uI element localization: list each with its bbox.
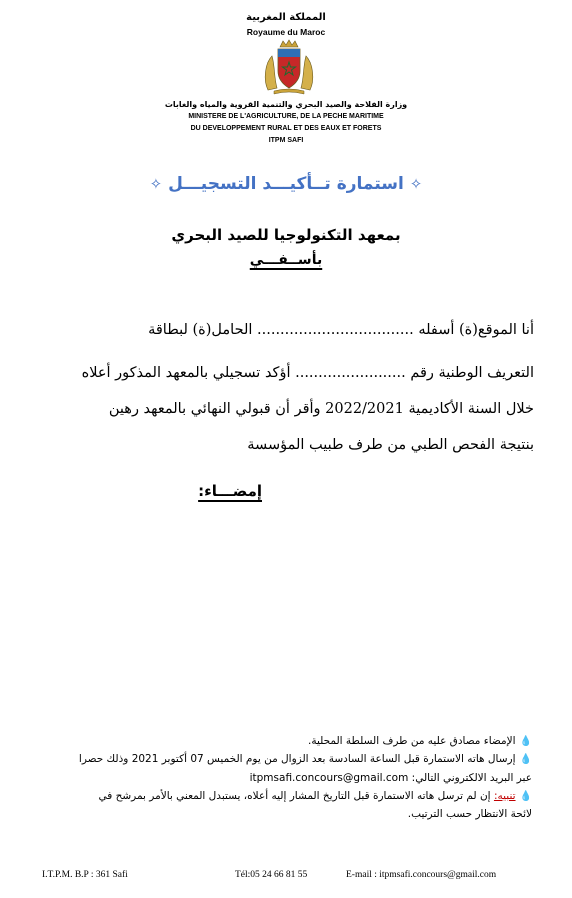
footer-email[interactable]: E-mail : itpmsafi.concours@gmail.com <box>346 870 497 880</box>
note-item <box>22 790 532 802</box>
declaration-line-1: أنا الموقع(ة) أسفله .................................. الحامل(ة) لبطاقة <box>148 322 534 338</box>
kingdom-name-ar: المملكة المغربية <box>246 12 326 23</box>
institute-code: ITPM SAFI <box>268 137 304 144</box>
institute-city: بأســفـــي <box>249 252 323 268</box>
note-text: إن لم ترسل هاته الاستمارة قبل التاريخ المشار إليه أعلاه، يستبدل المعني بالأمر بمرشح في <box>98 790 491 802</box>
note-text: عبر البريد الالكتروني التالي: itpmsafi.concours@gmail.com <box>249 772 532 784</box>
drop-icon: 💧 <box>519 754 532 765</box>
note-text: لائحة الانتظار حسب الترتيب. <box>407 808 532 820</box>
kingdom-name-fr: Royaume du Maroc <box>246 27 326 37</box>
institute-name: بمعهد التكنولوجيا للصيد البحري <box>171 226 401 244</box>
note-item-continued <box>22 772 532 784</box>
ministry-name-fr-line1: MINISTERE DE L'AGRICULTURE, DE LA PECHE MARITIME <box>188 113 384 120</box>
sparkle-icon: ✧ <box>149 175 163 193</box>
declaration-line-3: خلال السنة الأكاديمية 2022/2021 وأقر أن قبولي النهائي بالمعهد رهين <box>108 401 534 417</box>
sparkle-icon: ✧ <box>409 175 423 193</box>
ministry-name-ar: وزارة الفلاحة والصيد البحري والتنمية القروية والمياه والغابات <box>164 100 408 109</box>
note-item <box>22 735 532 747</box>
footer-phone: Tél:05 24 66 81 55 <box>235 870 308 880</box>
footer-address: I.T.P.M. B.P : 361 Safi <box>42 870 128 880</box>
royal-emblem-icon <box>260 38 318 96</box>
note-item <box>22 753 532 765</box>
signature-label: إمضـــاء: <box>198 482 262 500</box>
declaration-line-2: التعريف الوطنية رقم ........................ أؤكد تسجيلي بالمعهد المذكور أعلاه <box>81 365 534 381</box>
drop-icon: 💧 <box>519 791 532 802</box>
declaration-line-4: بنتيجة الفحص الطبي من طرف طبيب المؤسسة <box>247 437 534 453</box>
form-title <box>0 174 572 194</box>
note-text: الإمضاء مصادق عليه من طرف السلطة المحلية. <box>308 735 516 747</box>
note-item-continued <box>22 808 532 820</box>
ministry-name-fr-line2: DU DEVELOPPEMENT RURAL ET DES EAUX ET FORETS <box>190 125 382 132</box>
form-title-text: استمارة تــأكيـــد التسجيـــل <box>168 174 404 194</box>
warning-label: تنبيه: <box>493 790 516 802</box>
drop-icon: 💧 <box>519 736 532 747</box>
note-text: إرسال هاته الاستمارة قبل الساعة السادسة بعد الزوال من يوم الخميس 07 أكتوبر 2021 وذلك حصرا <box>78 753 516 765</box>
